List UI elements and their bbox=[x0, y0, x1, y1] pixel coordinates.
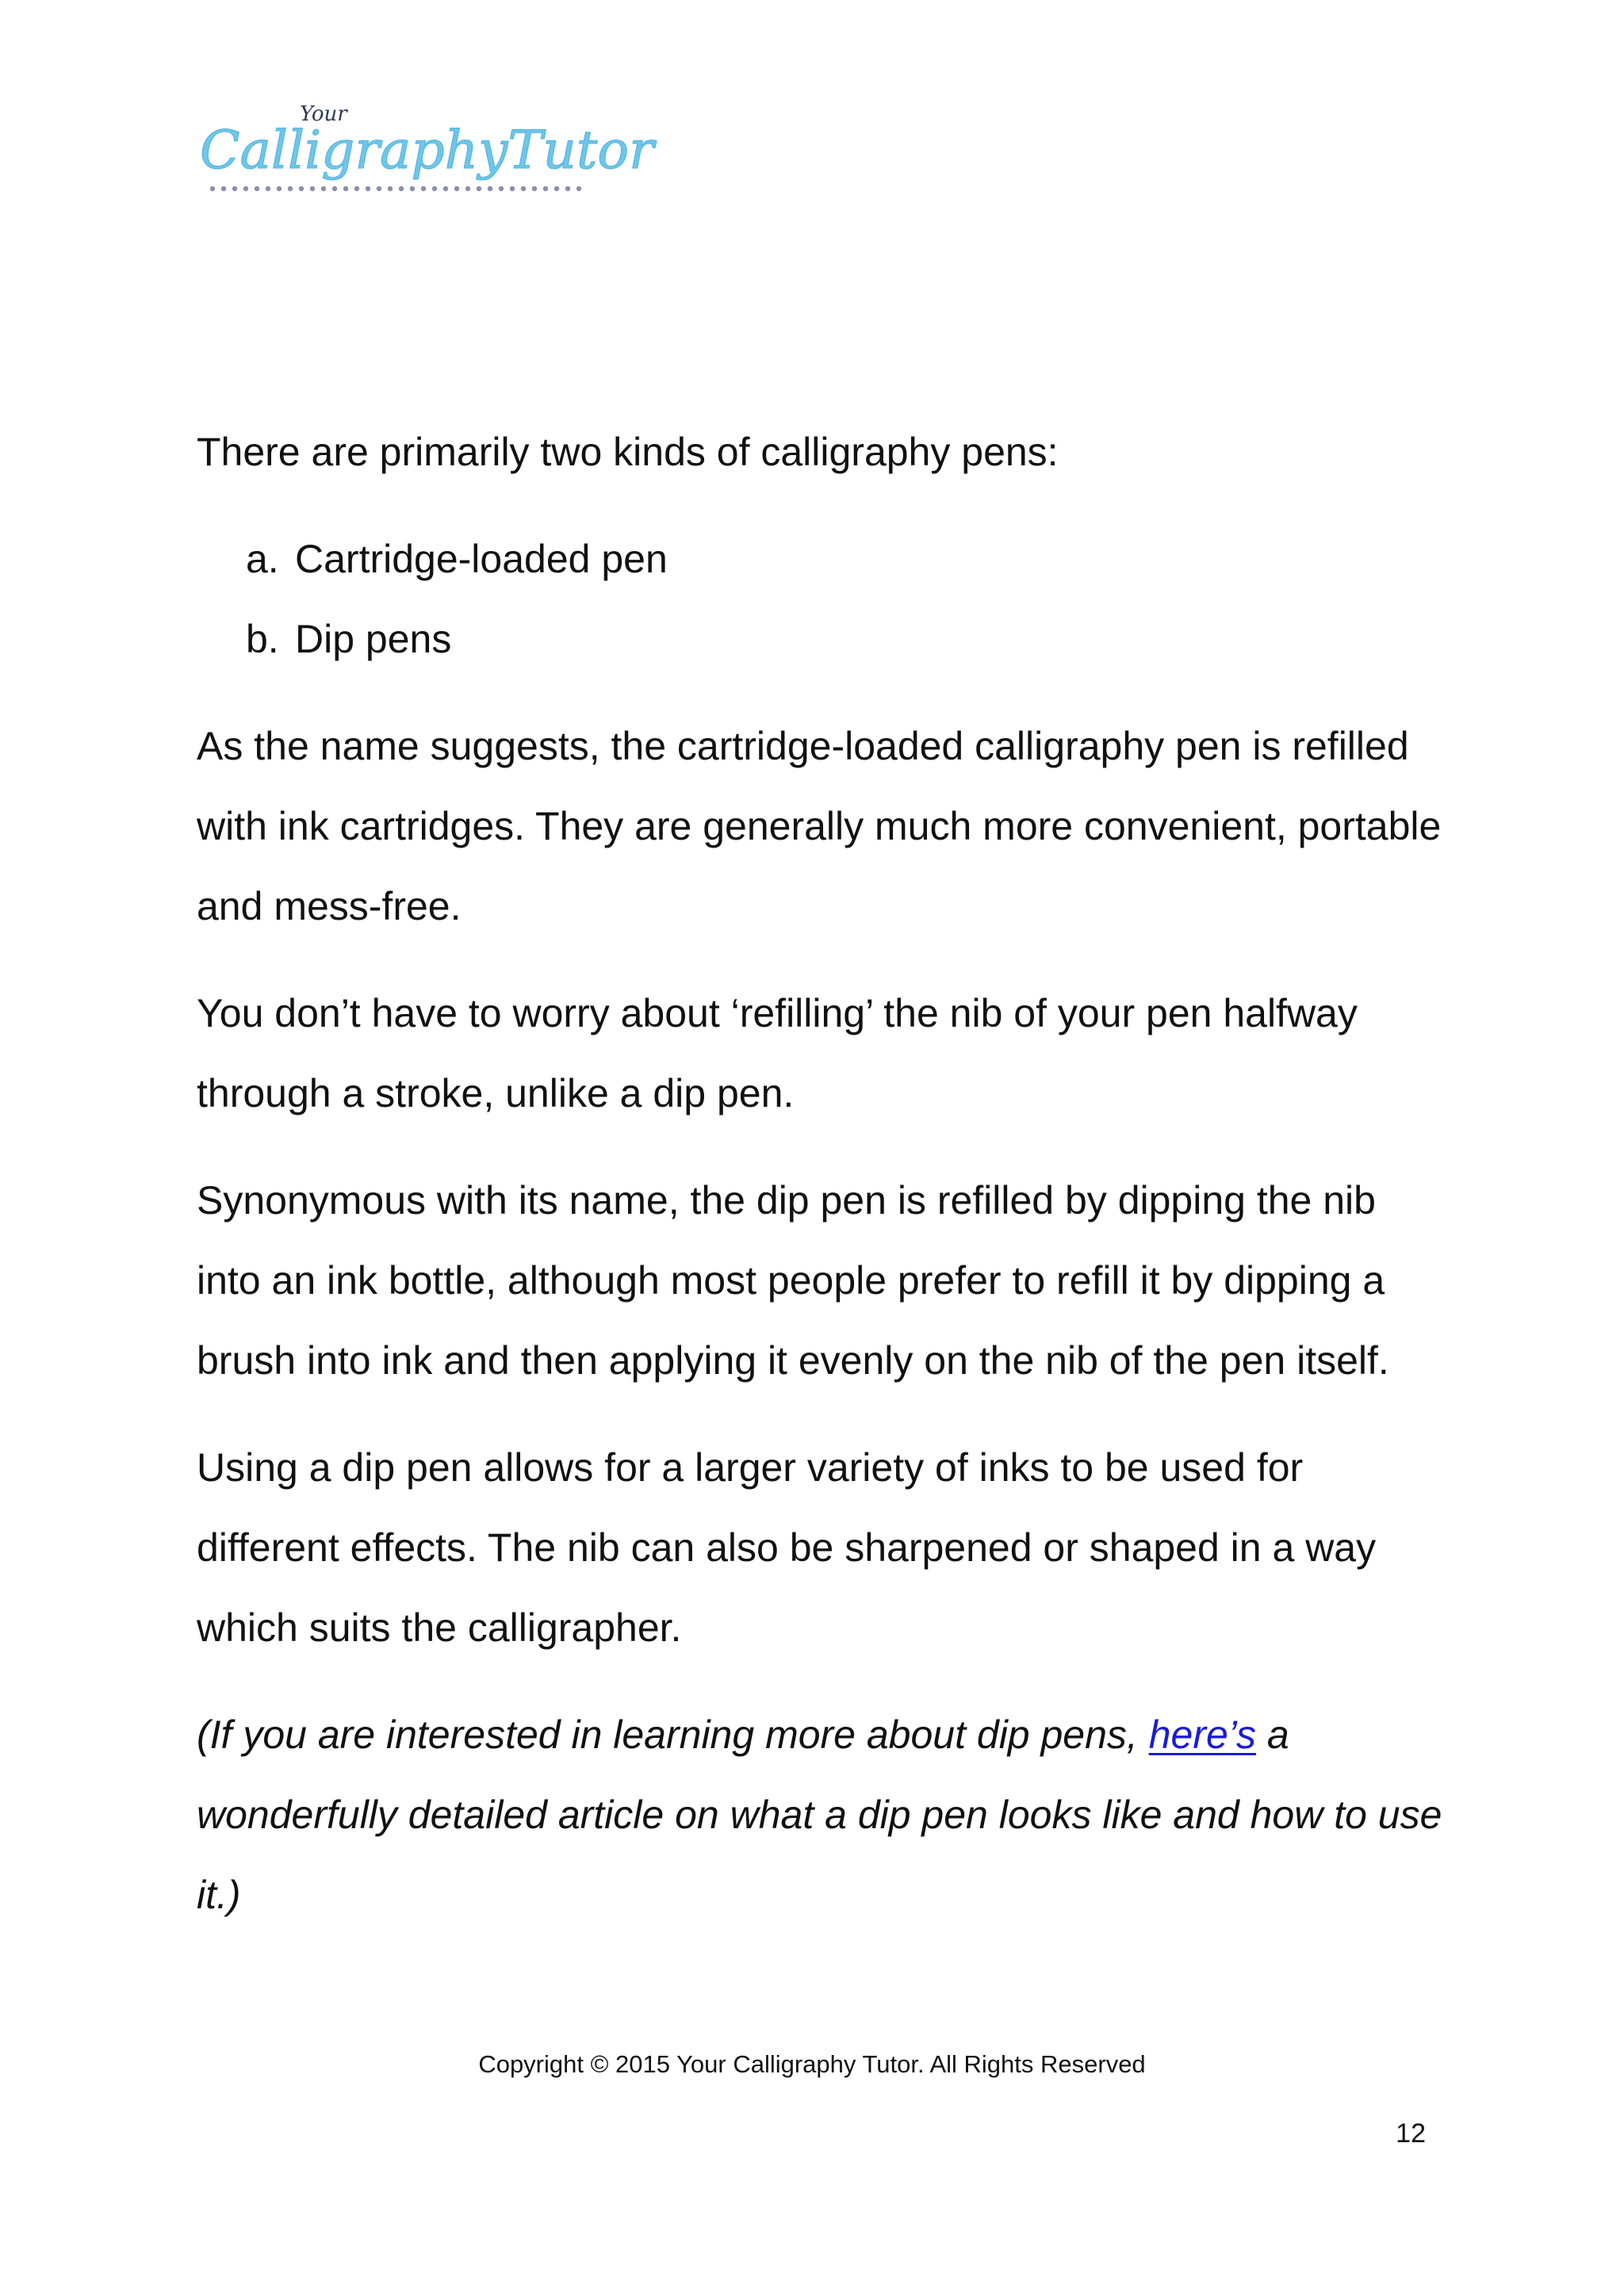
note-text-before: (If you are interested in learning more about dip pens, bbox=[197, 1712, 1149, 1757]
list-item-text: Cartridge-loaded pen bbox=[295, 537, 668, 581]
list-item bbox=[197, 599, 1450, 679]
page-number: 12 bbox=[1396, 2118, 1426, 2149]
dip-pen-note bbox=[197, 1695, 1450, 1935]
logo-text-main: CalligraphyTutor bbox=[200, 120, 654, 181]
body-paragraph: As the name suggests, the cartridge-loaded calligraphy pen is refilled with ink cartridges. They are generally much more convenient, portable and mess-free. bbox=[197, 724, 1442, 928]
dip-pen-article-link[interactable]: here’s bbox=[1148, 1712, 1256, 1757]
list-marker: a. bbox=[246, 537, 279, 581]
logo-dotted-underline bbox=[210, 186, 581, 191]
list-marker: b. bbox=[246, 617, 279, 661]
calligraphy-tutor-logo bbox=[198, 95, 654, 206]
logo bbox=[198, 95, 654, 206]
pen-types-list bbox=[197, 519, 1450, 679]
body-paragraph: You don’t have to worry about ‘refilling’ the nib of your pen halfway through a stroke, unlike a dip pen. bbox=[197, 991, 1358, 1115]
body-paragraph: Synonymous with its name, the dip pen is refilled by dipping the nib into an ink bottle, although most people prefer to refill it by dipping a brush into ink and then applying it evenly on the nib of the pen itself. bbox=[197, 1178, 1389, 1383]
list-item-text: Dip pens bbox=[295, 617, 452, 661]
page-content bbox=[197, 412, 1450, 1962]
logo-text-small: Your bbox=[300, 102, 347, 126]
list-item bbox=[197, 519, 1450, 599]
body-paragraph: Using a dip pen allows for a larger variety of inks to be used for different effects. The nib can also be sharpened or shaped in a way which suits the calligrapher. bbox=[197, 1445, 1377, 1650]
footer-copyright: Copyright © 2015 Your Calligraphy Tutor. All Rights Reserved bbox=[478, 2050, 1146, 2078]
note-text-after: a wonderfully detailed article on what a dip pen looks like and how to use it.) bbox=[197, 1712, 1442, 1917]
intro-paragraph: There are primarily two kinds of calligraphy pens: bbox=[197, 430, 1059, 474]
